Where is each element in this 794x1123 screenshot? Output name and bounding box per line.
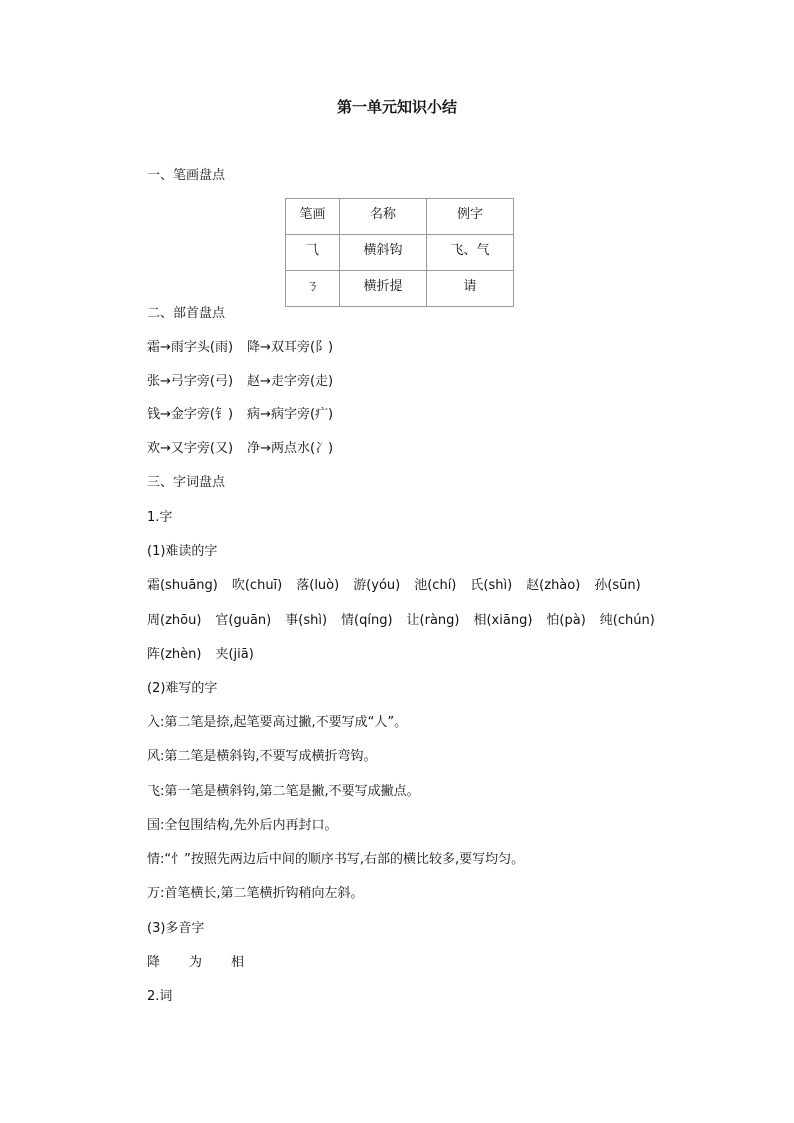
polyphone-item: 为 <box>189 955 203 970</box>
radical-item: 赵→走字旁(走) <box>247 374 334 389</box>
writing-note: 飞:第一笔是横斜钩,第二笔是撇,不要写成撇点。 <box>147 784 420 799</box>
subsection-polyphones: (3)多音字 <box>147 921 205 936</box>
table-cell: 飞、气 <box>427 235 514 271</box>
writing-note: 风:第二笔是横斜钩,不要写成横折弯钩。 <box>147 749 377 764</box>
radical-item: 钱→金字旁(钅) <box>147 407 234 422</box>
radical-row <box>147 406 347 424</box>
stroke-table <box>285 198 514 307</box>
radical-row <box>147 440 347 458</box>
radical-item: 净→两点水(冫) <box>247 441 334 456</box>
section-radicals-heading: 二、部首盘点 <box>147 306 226 321</box>
table-row <box>286 271 514 307</box>
pinyin-item: 夹(jiā) <box>215 647 254 662</box>
pinyin-item: 赵(zhào) <box>526 578 581 593</box>
pinyin-item: 吹(chuī) <box>231 578 283 593</box>
subsection-hard-to-read: (1)难读的字 <box>147 544 218 559</box>
writing-note: 情:“忄”按照先两边后中间的顺序书写,右部的横比较多,要写均匀。 <box>147 852 525 867</box>
radical-row <box>147 339 347 357</box>
table-header-cell: 名称 <box>340 199 427 235</box>
pinyin-item: 阵(zhèn) <box>147 647 202 662</box>
page-title: 第一单元知识小结 <box>336 98 457 116</box>
pinyin-row <box>147 646 268 664</box>
table-header-row <box>286 199 514 235</box>
pinyin-item: 游(yóu) <box>353 578 401 593</box>
polyphone-item: 降 <box>147 955 161 970</box>
pinyin-item: 池(chí) <box>414 578 457 593</box>
section-words-heading: 三、字词盘点 <box>147 475 226 490</box>
radical-item: 病→病字旁(疒) <box>247 407 334 422</box>
radical-item: 霜→雨字头(雨) <box>147 340 234 355</box>
table-cell: 请 <box>427 271 514 307</box>
polyphone-row <box>147 954 273 972</box>
pinyin-item: 相(xiāng) <box>473 613 533 628</box>
writing-note: 国:全包围结构,先外后内再封口。 <box>147 818 338 833</box>
pinyin-row <box>147 577 655 595</box>
pinyin-item: 落(luò) <box>296 578 340 593</box>
pinyin-item: 周(zhōu) <box>147 613 202 628</box>
pinyin-item: 纯(chún) <box>599 613 655 628</box>
writing-note: 入:第二笔是捺,起笔要高过撇,不要写成“人”。 <box>147 715 408 730</box>
table-cell: 横折提 <box>340 271 427 307</box>
table-cell: 横斜钩 <box>340 235 427 271</box>
subsection-characters: 1.字 <box>147 510 173 525</box>
table-row <box>286 235 514 271</box>
radical-item: 张→弓字旁(弓) <box>147 374 234 389</box>
polyphone-item: 相 <box>231 955 245 970</box>
pinyin-item: 让(ràng) <box>406 613 460 628</box>
pinyin-row <box>147 612 669 630</box>
pinyin-item: 孙(sūn) <box>594 578 641 593</box>
pinyin-item: 情(qíng) <box>341 613 393 628</box>
table-header-cell: 笔画 <box>286 199 340 235</box>
pinyin-item: 事(shì) <box>285 613 328 628</box>
section-strokes-heading: 一、笔画盘点 <box>147 168 226 183</box>
radical-row <box>147 373 347 391</box>
pinyin-item: 官(guān) <box>215 613 272 628</box>
table-header-cell: 例字 <box>427 199 514 235</box>
writing-note: 万:首笔横长,第二笔横折钩稍向左斜。 <box>147 886 364 901</box>
pinyin-item: 氏(shì) <box>470 578 513 593</box>
pinyin-item: 霜(shuāng) <box>147 578 218 593</box>
radical-item: 降→双耳旁(阝) <box>247 340 334 355</box>
radical-item: 欢→又字旁(又) <box>147 441 234 456</box>
table-cell: ⺄ <box>286 235 340 271</box>
pinyin-item: 怕(pà) <box>546 613 586 628</box>
subsection-hard-to-write: (2)难写的字 <box>147 681 218 696</box>
subsection-words: 2.词 <box>147 989 173 1004</box>
table-cell: ㄋ <box>286 271 340 307</box>
